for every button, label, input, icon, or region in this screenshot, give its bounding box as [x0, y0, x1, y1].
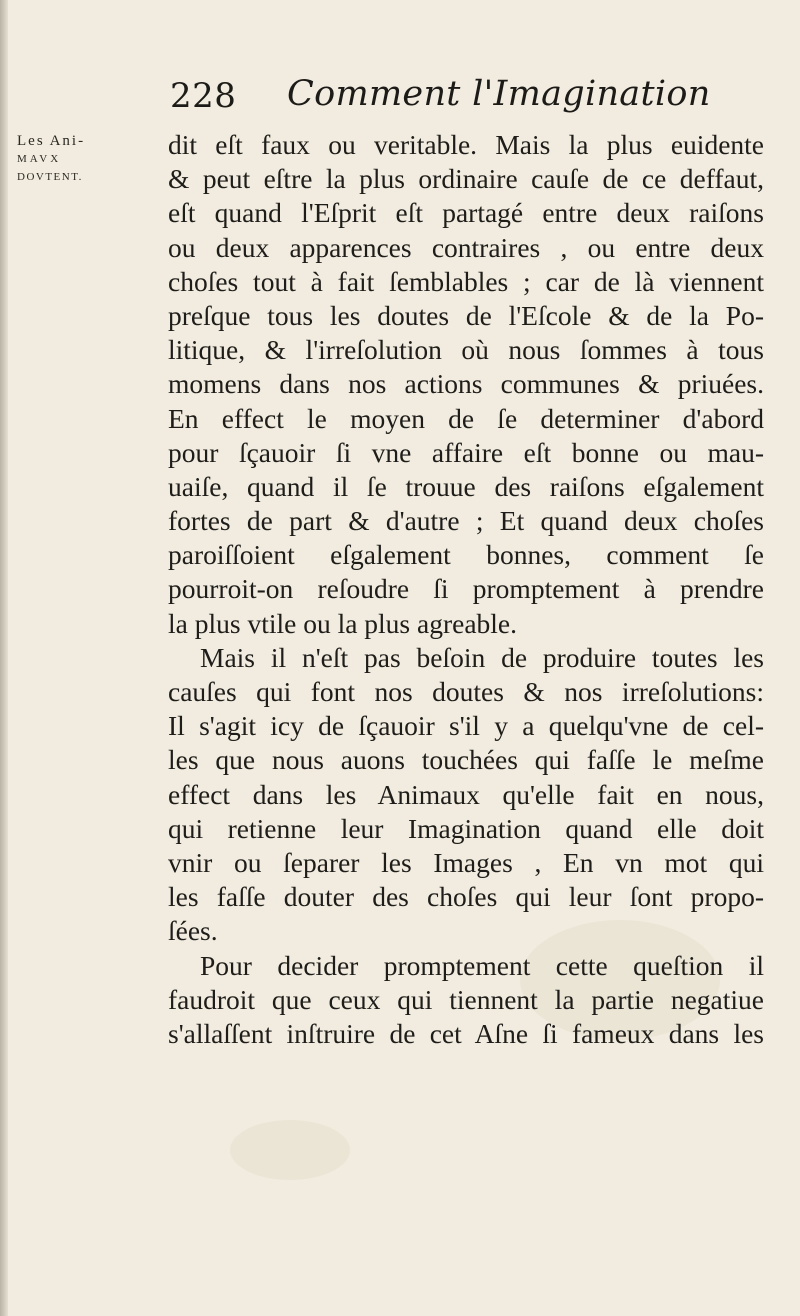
text-line: Pour decider promptement cette queſtion il: [200, 949, 764, 981]
margin-note-line: Les Ani-: [17, 133, 86, 149]
text-line: les que nous auons touchées qui faſſe le meſme: [168, 744, 764, 776]
text-line: choſes tout à fait ſemblables ; car de là viennent: [168, 265, 764, 297]
text-line: cauſes qui font nos doutes & nos irreſolutions:: [168, 676, 764, 707]
text-line: ou deux apparences contraires , ou entre deux: [168, 231, 764, 263]
text-line: vnir ou ſeparer les Images , En vn mot qui: [168, 846, 764, 878]
margin-note: [17, 133, 167, 185]
text-line: preſque tous les doutes de l'Eſcole & de la Po-: [168, 299, 764, 331]
margin-note-line: DOVTENT.: [17, 171, 83, 183]
text-line: litique, & l'irreſolution où nous ſommes à tous: [168, 334, 764, 366]
text-line: uaiſe, quand il ſe trouue des raiſons eſgalement: [168, 470, 764, 502]
text-line: faudroit que ceux qui tiennent la partie negatiue: [168, 983, 764, 1015]
page-header: [170, 72, 770, 122]
page-edge: [0, 0, 8, 1316]
text-line: la plus vtile ou la plus agreable.: [168, 607, 518, 639]
text-line: Il s'agit icy de ſçauoir s'il y a quelqu'vne de cel-: [168, 710, 764, 742]
text-line: s'allaſſent inſtruire de cet Aſne ſi fameux dans les: [168, 1017, 764, 1049]
text-line: pour ſçauoir ſi vne affaire eſt bonne ou mau-: [168, 436, 764, 468]
running-title: Comment l'Imagination: [287, 74, 711, 114]
text-line: les faſſe douter des choſes qui leur ſont propo-: [168, 881, 764, 913]
text-line: dit eſt faux ou veritable. Mais la plus euidente: [168, 129, 764, 160]
text-line: & peut eſtre la plus ordinaire cauſe de ce deffaut,: [168, 163, 764, 195]
text-line: effect dans les Animaux qu'elle fait en nous,: [168, 778, 764, 810]
text-line: fortes de part & d'autre ; Et quand deux choſes: [168, 505, 764, 537]
text-line: paroiſſoient eſgalement bonnes, comment ſe: [168, 539, 764, 571]
text-line: Mais il n'eſt pas beſoin de produire toutes les: [200, 641, 764, 673]
text-line: En effect le moyen de ſe determiner d'abord: [168, 402, 764, 434]
paper-stain: [230, 1120, 350, 1180]
text-line: ſées.: [168, 915, 218, 947]
text-line: eſt quand l'Eſprit eſt partagé entre deux raiſons: [168, 197, 764, 229]
text-line: qui retienne leur Imagination quand elle doit: [168, 812, 764, 844]
margin-note-line: MAVX: [17, 153, 62, 165]
text-line: momens dans nos actions communes & priuées.: [168, 368, 764, 400]
body-text: [168, 128, 764, 1051]
page-number: 228: [170, 76, 237, 116]
text-line: pourroit-on reſoudre ſi promptement à prendre: [168, 573, 764, 605]
